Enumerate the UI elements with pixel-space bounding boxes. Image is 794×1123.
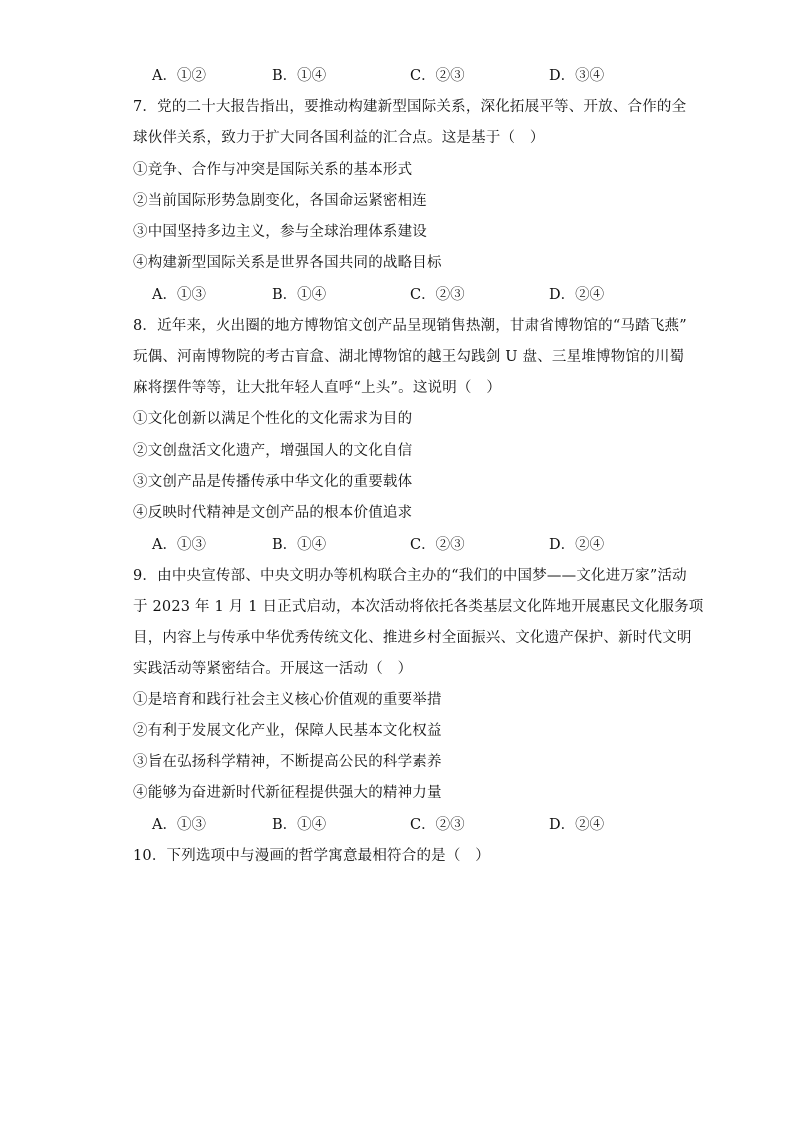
q9-statement-1: ①是培育和践行社会主义核心价值观的重要举措 [133,692,442,708]
q7-option-a: A．①③ [152,287,206,303]
q10-stem-line-1: 10．下列选项中与漫画的哲学寓意最相符合的是（ ） [133,848,490,864]
q9-stem-line-4: 实践活动等紧密结合。开展这一活动（ ） [133,661,413,677]
q9-statement-3: ③旨在弘扬科学精神，不断提高公民的科学素养 [133,754,442,770]
q8-option-a: A．①③ [152,537,206,553]
q9-stem-line-2: 于 2023 年 1 月 1 日正式启动，本次活动将依托各类基层文化阵地开展惠民文化服务项 [133,599,704,615]
q7-statement-3: ③中国坚持多边主义，参与全球治理体系建设 [133,224,427,240]
q8-statement-2: ②文创盘活文化遗产，增强国人的文化自信 [133,443,413,459]
q9-stem-line-1: 9．由中央宣传部、中央文明办等机构联合主办的“我们的中国梦——文化进万家”活动 [133,568,687,584]
q9-statement-2: ②有利于发展文化产业，保障人民基本文化权益 [133,723,442,739]
q8-statement-3: ③文创产品是传播传承中华文化的重要载体 [133,474,413,490]
q8-option-d: D．②④ [549,537,605,553]
q9-statement-4: ④能够为奋进新时代新征程提供强大的精神力量 [133,785,442,801]
q9-options [0,815,794,835]
q6-option-d: D．③④ [549,68,605,84]
q8-stem-line-3: 麻将摆件等等，让大批年轻人直呼“上头”。这说明（ ） [133,380,502,396]
q9-option-a: A．①③ [152,817,206,833]
q7-statement-1: ①竞争、合作与冲突是国际关系的基本形式 [133,162,413,178]
q9-option-b: B．①④ [272,817,327,833]
q8-statement-4: ④反映时代精神是文创产品的根本价值追求 [133,505,413,521]
q7-stem-line-2: 球伙伴关系，致力于扩大同各国利益的汇合点。这是基于（ ） [133,130,545,146]
q6-option-c: C．②③ [410,68,465,84]
q9-stem-line-3: 目，内容上与传承中华优秀传统文化、推进乡村全面振兴、文化遗产保护、新时代文明 [133,630,692,646]
q8-option-c: C．②③ [410,537,465,553]
q8-stem-line-1: 8．近年来，火出圈的地方博物馆文创产品呈现销售热潮，甘肃省博物馆的“马踏飞燕” [133,318,687,334]
q9-option-d: D．②④ [549,817,605,833]
q9-option-c: C．②③ [410,817,465,833]
q7-option-c: C．②③ [410,287,465,303]
q6-option-b: B．①④ [272,68,327,84]
q8-statement-1: ①文化创新以满足个性化的文化需求为目的 [133,411,413,427]
q7-statement-4: ④构建新型国际关系是世界各国共同的战略目标 [133,255,442,271]
q7-option-d: D．②④ [549,287,605,303]
q6-option-a: A．①② [152,68,206,84]
q6-options [0,66,794,86]
q7-statement-2: ②当前国际形势急剧变化，各国命运紧密相连 [133,193,427,209]
q8-options [0,535,794,555]
q8-option-b: B．①④ [272,537,327,553]
q8-stem-line-2: 玩偶、河南博物院的考古盲盒、湖北博物馆的越王勾践剑 U 盘、三星堆博物馆的川蜀 [133,349,685,365]
q7-stem-line-1: 7．党的二十大报告指出，要推动构建新型国际关系，深化拓展平等、开放、合作的全 [133,99,687,115]
q7-option-b: B．①④ [272,287,327,303]
q7-options [0,285,794,305]
